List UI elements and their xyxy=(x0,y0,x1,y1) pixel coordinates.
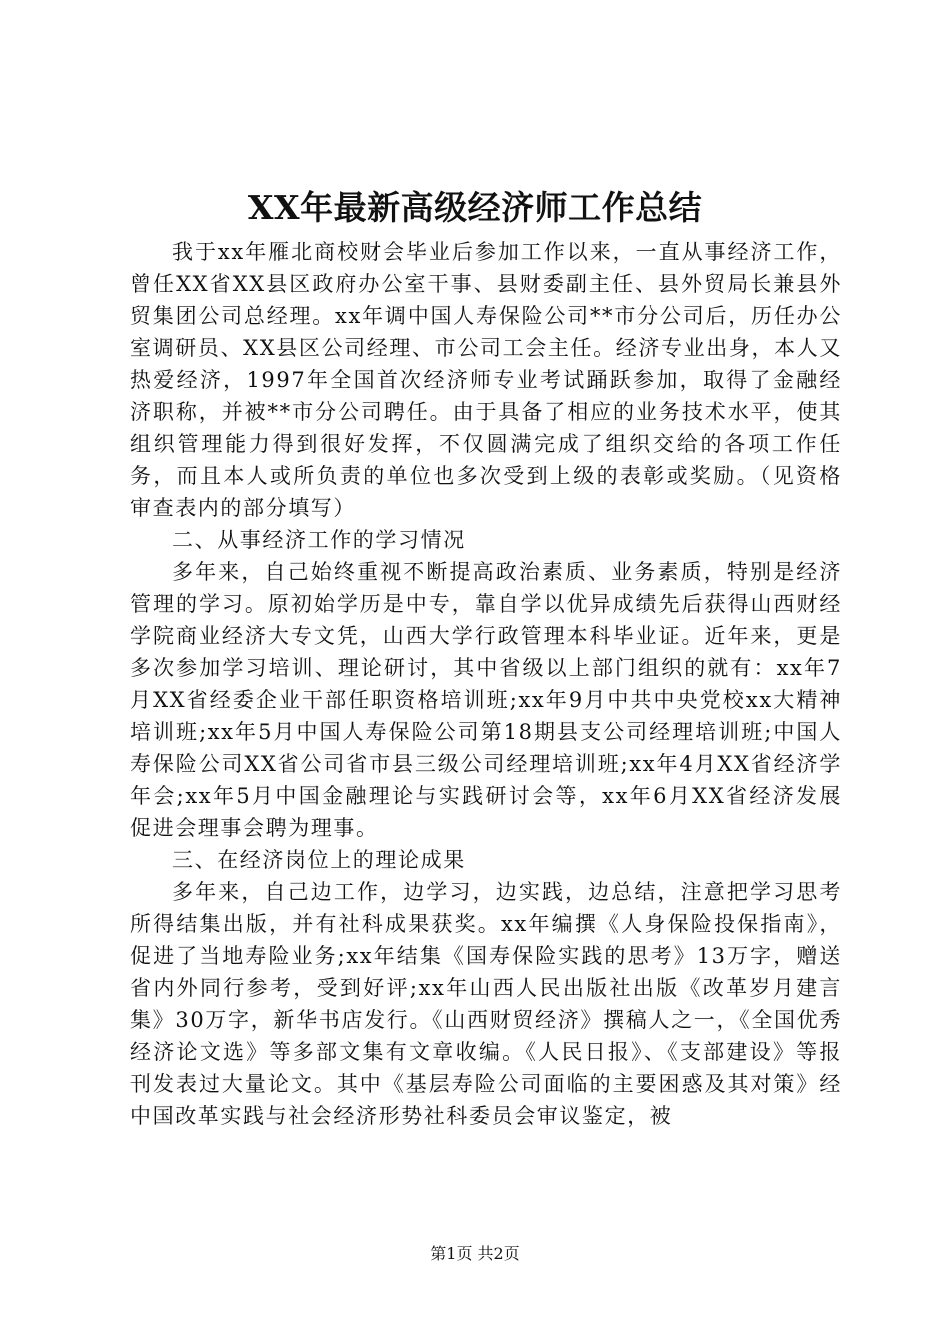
paragraph-intro: 我于xx年雁北商校财会毕业后参加工作以来，一直从事经济工作，曾任XX省XX县区政府办公室干事、县财委副主任、县外贸局长兼县外贸集团公司总经理。xx年调中国人寿保险公司**市分公司后，历任办公室调研员、XX县区公司经理、市公司工会主任。经济专业出身，本人又热爱经济，1997年全国首次经济师专业考试踊跃参加，取得了金融经济职称，并被**市分公司聘任。由于具备了相应的业务技术水平，使其组织管理能力得到很好发挥，不仅圆满完成了组织交给的各项工作任务，而且本人或所负责的单位也多次受到上级的表彰或奖励。（见资格审查表内的部分填写） xyxy=(130,240,842,520)
document-body xyxy=(130,236,842,1132)
section-heading-study: 二、从事经济工作的学习情况 xyxy=(172,528,466,552)
section-heading-achievements: 三、在经济岗位上的理论成果 xyxy=(172,848,466,872)
page-number-footer: 第1页 共2页 xyxy=(430,1244,520,1263)
document-title: XX年最新高级经济师工作总结 xyxy=(247,188,703,227)
paragraph-achievements: 多年来，自己边工作，边学习，边实践，边总结，注意把学习思考所得结集出版，并有社科成果获奖。xx年编撰《人身保险投保指南》，促进了当地寿险业务;xx年结集《国寿保险实践的思考》13万字，赠送省内外同行参考，受到好评;xx年山西人民出版社出版《改革岁月建言集》30万字，新华书店发行。《山西财贸经济》撰稿人之一，《全国优秀经济论文选》等多部文集有文章收编。《人民日报》、《支部建设》等报刊发表过大量论文。其中《基层寿险公司面临的主要困惑及其对策》经中国改革实践与社会经济形势社科委员会审议鉴定，被 xyxy=(130,880,842,1128)
paragraph-study: 多年来，自己始终重视不断提高政治素质、业务素质，特别是经济管理的学习。原初始学历是中专，靠自学以优异成绩先后获得山西财经学院商业经济大专文凭，山西大学行政管理本科毕业证。近年来，更是多次参加学习培训、理论研讨，其中省级以上部门组织的就有：xx年7月XX省经委企业干部任职资格培训班;xx年9月中共中央党校xx大精神培训班;xx年5月中国人寿保险公司第18期县支公司经理培训班;中国人寿保险公司XX省公司省市县三级公司经理培训班;xx年4月XX省经济学年会;xx年5月中国金融理论与实践研讨会等，xx年6月XX省经济发展促进会理事会聘为理事。 xyxy=(130,560,842,840)
